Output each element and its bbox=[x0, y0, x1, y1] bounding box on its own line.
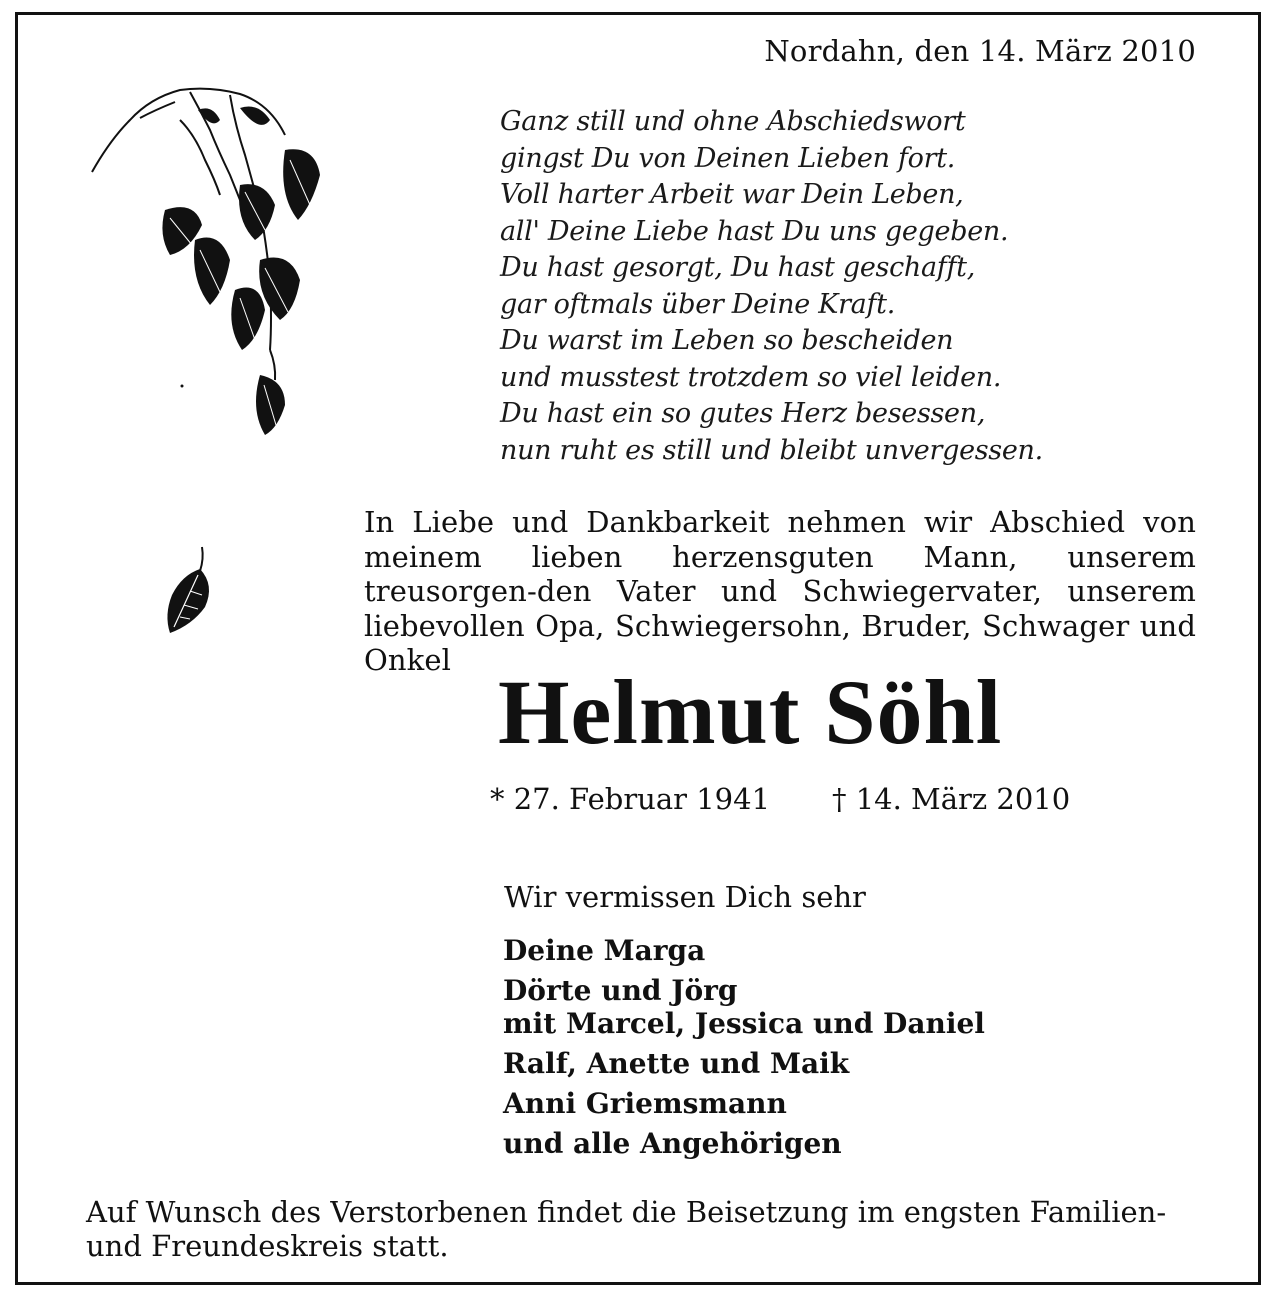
funeral-note: Auf Wunsch des Verstorbenen findet die Beisetzung im engsten Familien- und Freundeskreis statt. bbox=[86, 1195, 1167, 1263]
mourner-entry-group bbox=[503, 974, 985, 1040]
deceased-name: Helmut Söhl bbox=[498, 661, 1003, 763]
memorial-poem bbox=[500, 104, 1043, 469]
mourner-entry: Ralf, Anette und Maik bbox=[503, 1047, 850, 1080]
mourner-entry: mit Marcel, Jessica und Daniel bbox=[503, 1007, 985, 1040]
mourner-entry: und alle Angehörigen bbox=[503, 1127, 842, 1160]
poem-line: nun ruht es still und bleibt unvergessen. bbox=[500, 434, 1043, 466]
birth-date: * 27. Februar 1941 bbox=[490, 782, 771, 816]
poem-line: all' Deine Liebe hast Du uns gegeben. bbox=[500, 215, 1009, 247]
mourner-entry: Deine Marga bbox=[503, 934, 706, 967]
birch-branch-icon bbox=[80, 80, 340, 450]
poem-line: und musstest trotzdem so viel leiden. bbox=[500, 361, 1002, 393]
mourners-list bbox=[503, 934, 985, 1167]
poem-line: Voll harter Arbeit war Dein Leben, bbox=[500, 179, 964, 210]
death-date: † 14. März 2010 bbox=[832, 782, 1071, 816]
falling-leaf-icon bbox=[160, 545, 220, 640]
poem-line: gar oftmals über Deine Kraft. bbox=[500, 288, 895, 320]
farewell-statement: In Liebe und Dankbarkeit nehmen wir Abschied von meinem lieben herzensguten Mann, unserem treusorgen-den Vater und Schwiegervater, unserem liebevollen Opa, Schwiegersohn, Bruder, Schwager und Onkel bbox=[364, 505, 1196, 677]
poem-line: Du hast gesorgt, Du hast geschafft, bbox=[500, 252, 976, 283]
poem-line: Du hast ein so gutes Herz besessen, bbox=[500, 398, 986, 429]
closing-line: Wir vermissen Dich sehr bbox=[504, 880, 866, 914]
mourner-entry: Dörte und Jörg bbox=[503, 974, 738, 1007]
mourner-entry: Anni Griemsmann bbox=[503, 1087, 787, 1120]
poem-line: Ganz still und ohne Abschiedswort bbox=[500, 106, 966, 137]
place-date: Nordahn, den 14. März 2010 bbox=[764, 34, 1196, 68]
poem-line: Du warst im Leben so bescheiden bbox=[500, 325, 954, 356]
poem-line: gingst Du von Deinen Lieben fort. bbox=[500, 142, 956, 174]
